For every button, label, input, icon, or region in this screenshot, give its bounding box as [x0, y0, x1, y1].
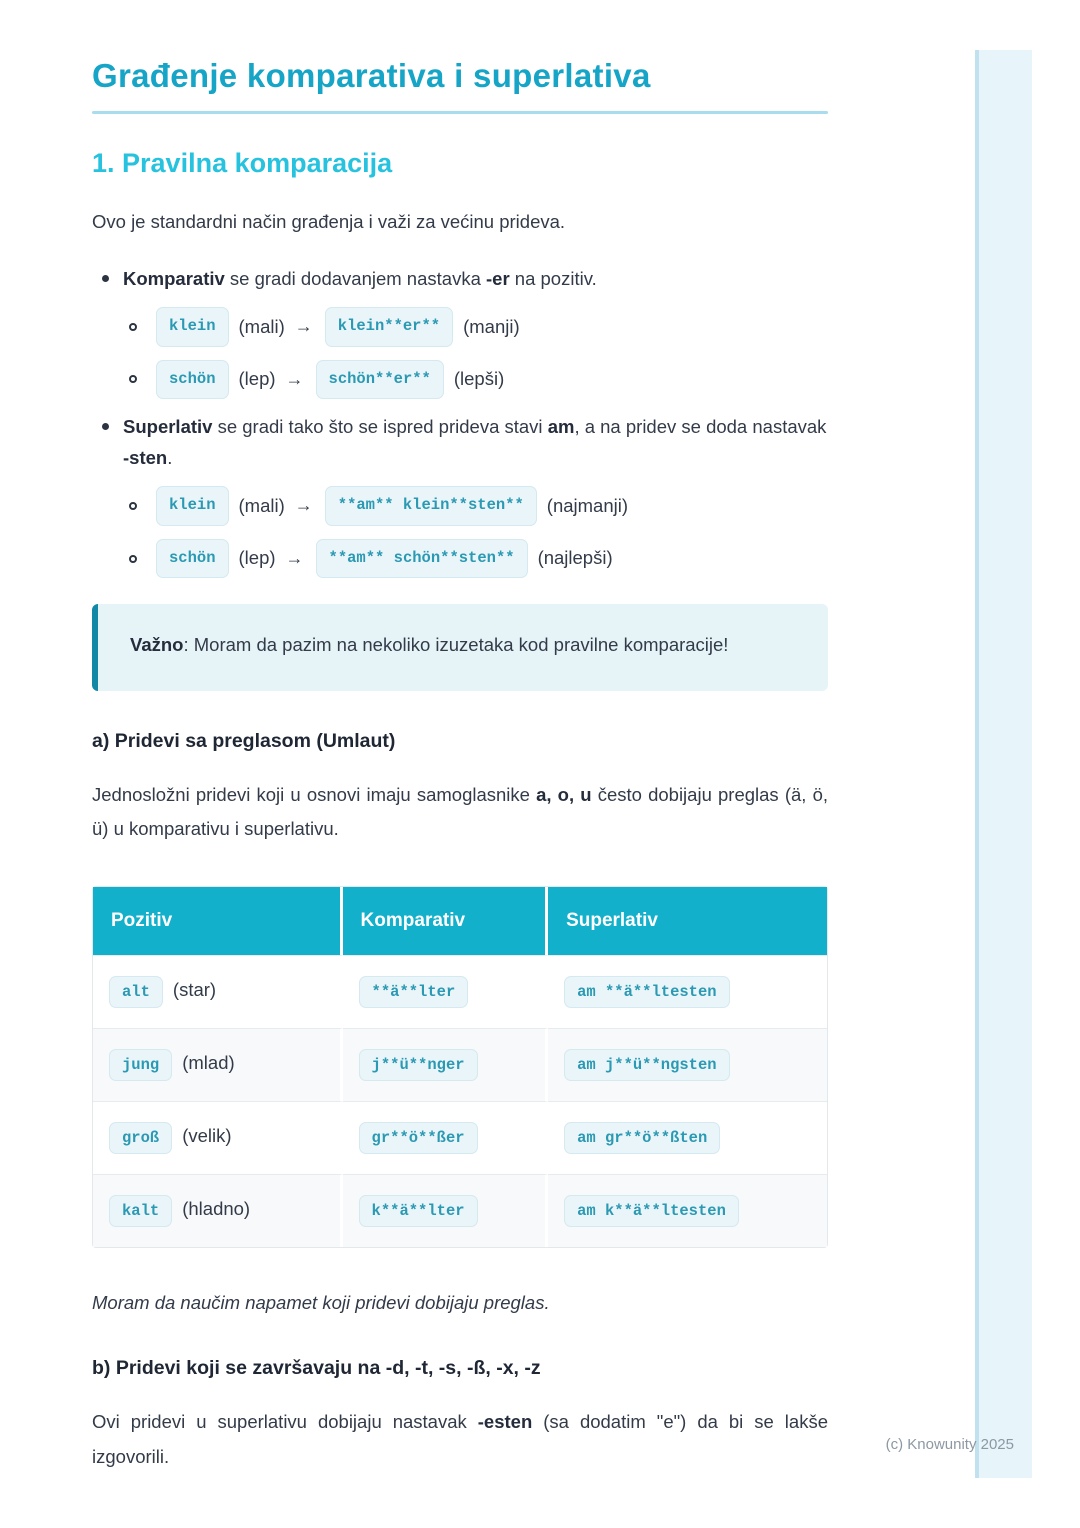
gloss-text: (najmanji) — [546, 494, 629, 516]
gloss-text: (manji) — [463, 315, 520, 337]
text-segment: često dobijaju preglas (ä, ö, ü) u komparativu i superlativu. — [92, 784, 828, 840]
umlaut-table-header — [93, 887, 827, 955]
example-klein-superlativ — [129, 486, 828, 526]
code-result: **am** schön**sten** — [316, 539, 528, 579]
arrow-right-icon: → — [294, 315, 313, 336]
text-segment: na pozitiv. — [509, 267, 597, 289]
callout-important — [92, 604, 828, 690]
memorize-note: Moram da naučim napamet koji pridevi dobijaju preglas. — [92, 1292, 550, 1314]
page-content — [92, 0, 828, 1474]
page-edge-accent-bar — [975, 50, 1032, 1478]
code-positive: klein — [156, 307, 229, 347]
circle-bullet-icon — [129, 375, 137, 383]
gloss-text: (lepši) — [453, 368, 505, 390]
suffix-esten: -esten — [477, 1411, 533, 1433]
callout-label: Važno — [130, 634, 184, 656]
table-row-alt — [93, 955, 827, 1028]
code-komparativ: j**ü**nger — [359, 1049, 478, 1081]
example-schoen-superlativ — [129, 539, 828, 579]
term-superlativ: Superlativ — [123, 416, 213, 438]
copyright-footer: (c) Knowunity 2025 — [885, 1436, 1014, 1453]
word-am: am — [547, 416, 575, 438]
term-komparativ: Komparativ — [123, 267, 225, 289]
code-positive: schön — [156, 360, 229, 400]
circle-bullet-icon — [129, 323, 137, 331]
subsection-a-paragraph — [92, 778, 828, 846]
rules-list — [92, 264, 828, 579]
suffix-er: -er — [486, 267, 510, 289]
komparativ-examples — [123, 307, 828, 399]
circle-bullet-icon — [129, 502, 137, 510]
list-item-superlativ — [92, 412, 828, 578]
column-header-komparativ: Komparativ — [343, 887, 549, 955]
text-segment: se gradi tako što se ispred prideva stavi — [212, 416, 548, 438]
text-segment: . — [167, 446, 173, 468]
code-superlativ: am j**ü**ngsten — [564, 1049, 730, 1081]
bullet-icon — [102, 275, 109, 282]
komparativ-rule-text — [123, 268, 597, 289]
circle-bullet-icon — [129, 555, 137, 563]
callout-text: : Moram da pazim na nekoliko izuzetaka kod pravilne komparacije! — [183, 634, 729, 656]
code-komparativ: k**ä**lter — [359, 1195, 478, 1227]
page-title: Građenje komparativa i superlativa — [92, 57, 651, 94]
bullet-icon — [102, 423, 109, 430]
code-positive: schön — [156, 539, 229, 579]
column-header-pozitiv: Pozitiv — [93, 887, 343, 955]
gloss-text: (mali) — [238, 494, 285, 516]
suffix-sten: -sten — [123, 446, 168, 468]
superlativ-rule-text — [123, 416, 826, 468]
code-result: schön**er** — [316, 360, 444, 400]
gloss-text: (lep) — [238, 547, 276, 569]
code-positive: klein — [156, 486, 229, 526]
list-item-komparativ — [92, 264, 828, 400]
subsection-b-paragraph — [92, 1405, 828, 1473]
text-segment: Ovi pridevi u superlativu dobijaju nastavak — [92, 1411, 478, 1433]
superlativ-examples — [123, 486, 828, 578]
code-result: klein**er** — [325, 307, 453, 347]
subsection-a-heading: a) Pridevi sa preglasom (Umlaut) — [92, 729, 396, 752]
table-row-gross — [93, 1101, 827, 1174]
text-segment: (sa dodatim "e") da bi se lakše izgovorili. — [92, 1411, 828, 1467]
example-schoen-komparativ — [129, 360, 828, 400]
title-divider — [92, 111, 828, 114]
code-positive: groß — [109, 1122, 172, 1154]
gloss-text: (najlepši) — [537, 547, 613, 569]
subsection-b-heading: b) Pridevi koji se završavaju na -d, -t, -s, -ß, -x, -z — [92, 1357, 541, 1380]
text-segment: , a na pridev se doda nastavak — [574, 416, 827, 438]
table-row-jung — [93, 1028, 827, 1101]
section-1-heading: 1. Pravilna komparacija — [92, 147, 393, 178]
gloss-text: (mali) — [238, 315, 285, 337]
example-klein-komparativ — [129, 307, 828, 347]
arrow-right-icon: → — [285, 547, 304, 568]
table-row-kalt — [93, 1174, 827, 1247]
code-superlativ: am k**ä**ltesten — [564, 1195, 739, 1227]
arrow-right-icon: → — [285, 368, 304, 389]
code-superlativ: am gr**ö**ßten — [564, 1122, 720, 1154]
text-segment: Jednosložni pridevi koji u osnovi imaju samoglasnike — [92, 784, 537, 806]
code-superlativ: am **ä**ltesten — [564, 976, 730, 1008]
column-header-superlativ: Superlativ — [548, 887, 827, 955]
code-positive: alt — [109, 976, 163, 1008]
gloss-text: (lep) — [238, 368, 276, 390]
gloss-text: (star) — [172, 979, 217, 1001]
text-segment: se gradi dodavanjem nastavka — [224, 267, 486, 289]
code-result: **am** klein**sten** — [325, 486, 537, 526]
code-komparativ: gr**ö**ßer — [359, 1122, 478, 1154]
gloss-text: (mlad) — [182, 1052, 235, 1074]
vowels-bold: a, o, u — [536, 784, 592, 806]
umlaut-table — [92, 886, 828, 1248]
gloss-text: (hladno) — [182, 1198, 251, 1220]
gloss-text: (velik) — [182, 1125, 232, 1147]
section-1-intro: Ovo je standardni način građenja i važi za većinu prideva. — [92, 210, 566, 232]
code-positive: kalt — [109, 1195, 172, 1227]
arrow-right-icon: → — [294, 495, 313, 516]
code-komparativ: **ä**lter — [359, 976, 469, 1008]
code-positive: jung — [109, 1049, 172, 1081]
